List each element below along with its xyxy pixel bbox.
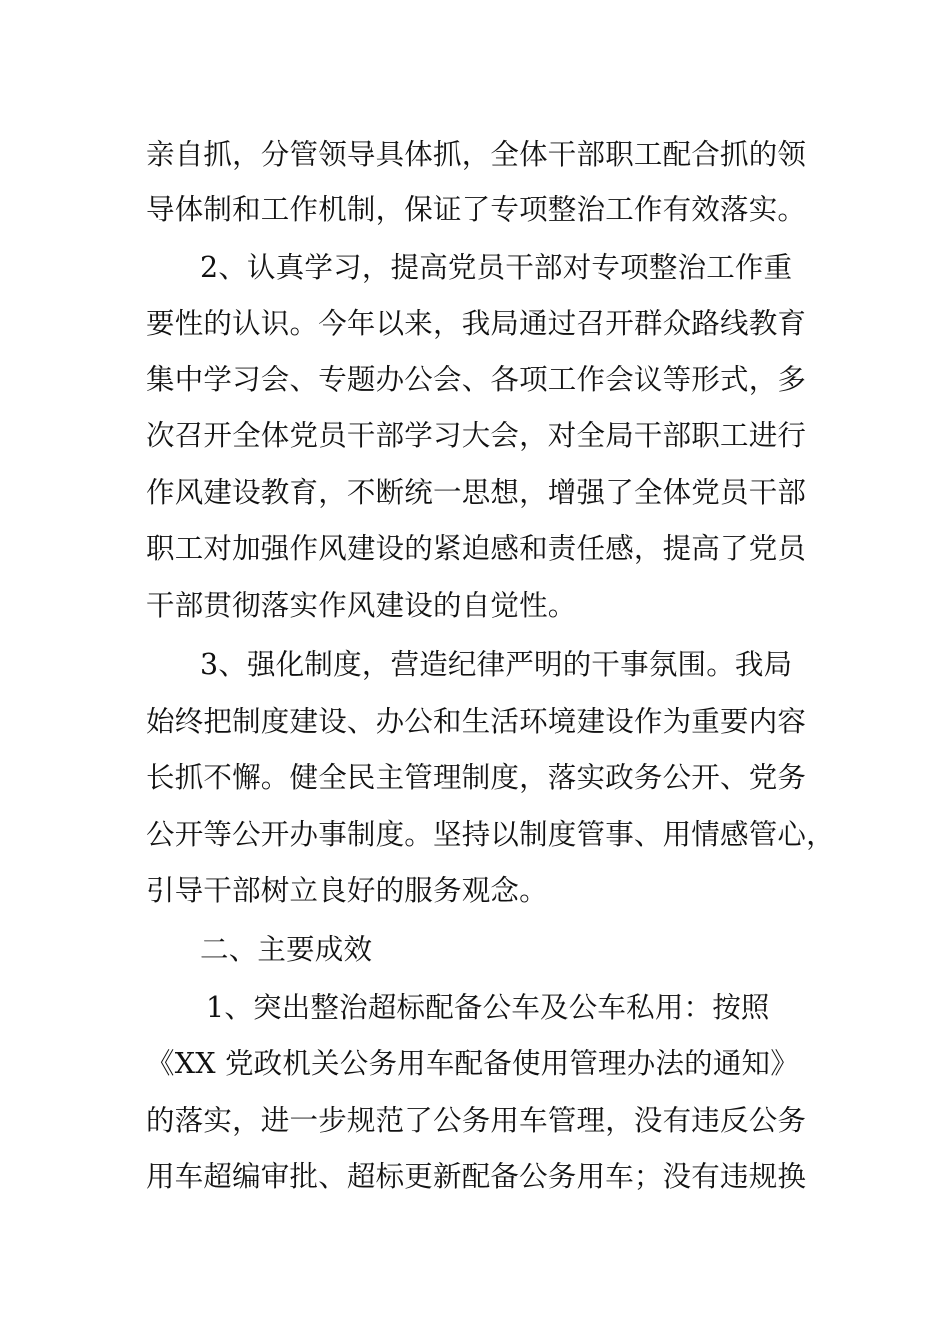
text-line: 始终把制度建设、办公和生活环境建设作为重要内容 [146, 705, 807, 738]
text-line: 要性的认识。今年以来，我局通过召开群众路线教育 [146, 307, 807, 340]
text-line: 次召开全体党员干部学习大会，对全局干部职工进行 [146, 419, 807, 452]
text-line: 作风建设教育，不断统一思想，增强了全体党员干部 [146, 476, 807, 509]
text-line: 集中学习会、专题办公会、各项工作会议等形式，多 [146, 363, 807, 396]
text-line: 2、认真学习，提高党员干部对专项整治工作重 [200, 251, 793, 284]
text-line: 用车超编审批、超标更新配备公务用车；没有违规换 [146, 1160, 807, 1193]
text-line: 《XX 党政机关公务用车配备使用管理办法的通知》 [146, 1047, 799, 1080]
text-line: 干部贯彻落实作风建设的自觉性。 [146, 589, 577, 622]
text-line: 1、突出整治超标配备公车及公车私用：按照 [206, 991, 770, 1024]
text-line: 长抓不懈。健全民主管理制度，落实政务公开、党务 [146, 761, 807, 794]
text-line: 亲自抓，分管领导具体抓，全体干部职工配合抓的领 [146, 138, 807, 171]
text-line: 引导干部树立良好的服务观念。 [146, 874, 548, 907]
section-heading: 二、主要成效 [200, 933, 373, 966]
text-line: 3、强化制度，营造纪律严明的干事氛围。我局 [200, 648, 793, 681]
text-line: 导体制和工作机制，保证了专项整治工作有效落实。 [146, 193, 807, 226]
text-line: 公开等公开办事制度。坚持以制度管事、用情感管心， [146, 818, 835, 851]
text-line: 职工对加强作风建设的紧迫感和责任感，提高了党员 [146, 532, 807, 565]
text-line: 的落实，进一步规范了公务用车管理，没有违反公务 [146, 1104, 807, 1137]
